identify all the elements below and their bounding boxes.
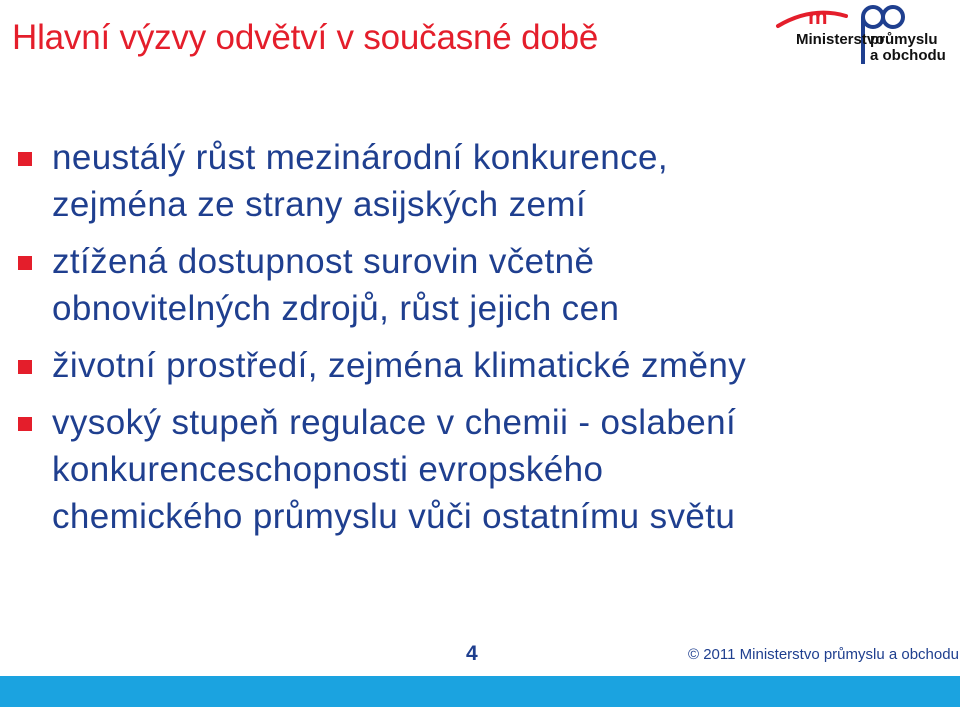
bullet-square-icon [18,360,32,374]
bullet-square-icon [18,417,32,431]
footer-bar [0,676,960,707]
bullet-text-line: obnovitelných zdrojů, růst jejich cen [52,289,620,328]
bullet-text-line: zejména ze strany asijských zemí [52,185,587,224]
slide-title: Hlavní výzvy odvětví v současné době [12,18,599,57]
bullet-list [18,138,938,544]
bullet-text-line: vysoký stupeň regulace v chemii - oslabení [52,403,737,442]
svg-text:m: m [808,4,828,29]
bullet-item [18,138,938,232]
bullet-text-line: ztížená dostupnost surovin včetně [52,242,595,281]
bullet-text-line: životní prostředí, zejména klimatické změny [52,346,747,385]
copyright-text: © 2011 Ministerstvo průmyslu a obchodu [688,646,959,663]
bullet-text-line: neustálý růst mezinárodní konkurence, [52,138,668,177]
bullet-item [18,403,938,544]
logo-line-1: Ministerstvo [796,31,885,48]
bullet-square-icon [18,152,32,166]
logo-line-3: a obchodu [870,47,946,64]
page-number: 4 [466,642,478,665]
bullet-text-line: chemického průmyslu vůči ostatnímu světu [52,497,736,536]
bullet-item [18,242,938,336]
ministry-logo [772,4,956,66]
bullet-text-line: konkurenceschopnosti evropského [52,450,604,489]
bullet-square-icon [18,256,32,270]
logo-line-2: průmyslu [870,31,938,48]
bullet-item [18,346,938,393]
